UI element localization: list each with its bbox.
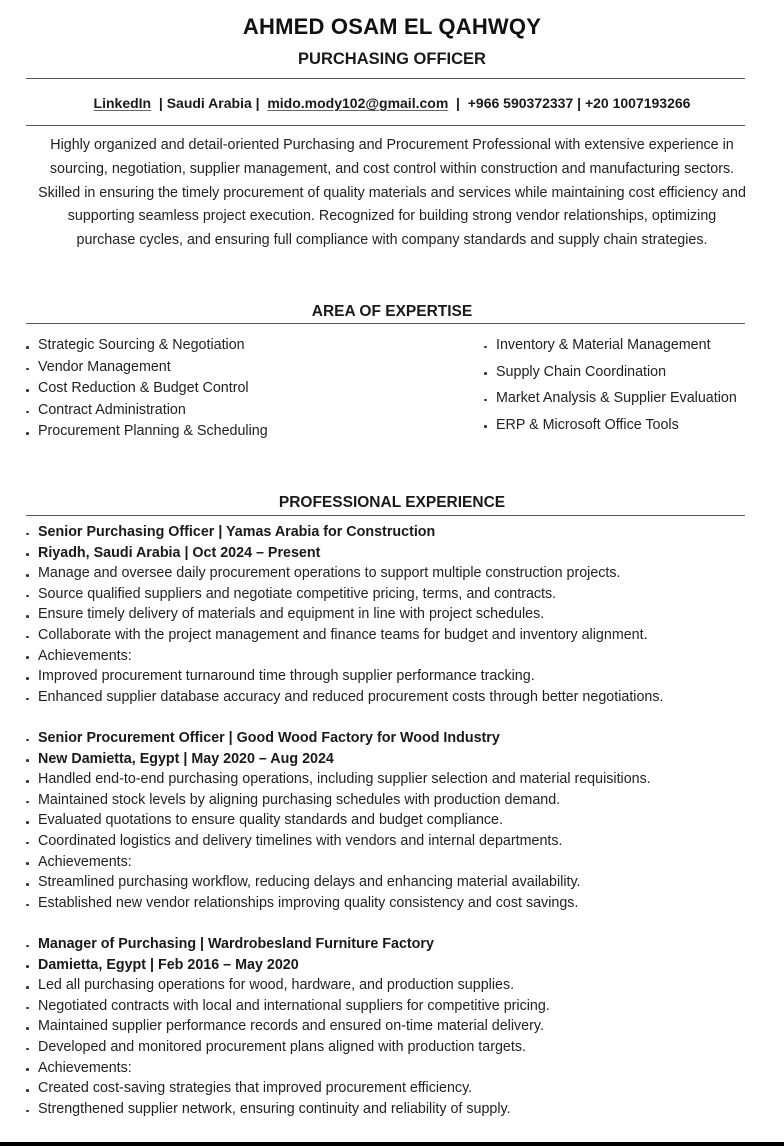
job-duty: Coordinated logistics and delivery timelines with vendors and internal departments. (26, 831, 651, 852)
job-duty: Maintained stock levels by aligning purchasing schedules with production demand. (26, 790, 651, 811)
summary-line: purchase cycles, and ensuring full compliance with company standards and supply chain strategies. (76, 232, 708, 249)
expertise-item: Strategic Sourcing & Negotiation (26, 335, 268, 357)
job-entry (26, 728, 651, 913)
job-duty: Evaluated quotations to ensure quality standards and budget compliance. (26, 810, 651, 831)
job-duty: Handled end-to-end purchasing operations, including supplier selection and material requisitions. (26, 769, 651, 790)
expertise-divider (26, 323, 745, 324)
job-achievement: Enhanced supplier database accuracy and reduced procurement costs through better negotiations. (26, 687, 664, 708)
job-location-dates: New Damietta, Egypt | May 2020 – Aug 2024 (26, 749, 651, 770)
expertise-item: Vendor Management (26, 357, 268, 379)
experience-divider (26, 515, 745, 516)
expertise-list-left (26, 335, 268, 443)
expertise-item: Market Analysis & Supplier Evaluation (484, 385, 737, 412)
professional-summary (8, 134, 776, 253)
job-role: Senior Procurement Officer | Good Wood Factory for Wood Industry (26, 728, 651, 749)
job-achievement: Improved procurement turnaround time through supplier performance tracking. (26, 666, 664, 687)
summary-line: supporting seamless project execution. Recognized for building strong vendor relationships, optimizing (67, 208, 717, 225)
job-achievement: Strengthened supplier network, ensuring continuity and reliability of supply. (26, 1099, 550, 1120)
job-role: Senior Purchasing Officer | Yamas Arabia for Construction (26, 522, 664, 543)
expertise-item: Inventory & Material Management (484, 332, 737, 359)
summary-line: Highly organized and detail-oriented Purchasing and Procurement Professional with extensive experience in (50, 137, 734, 153)
achievements-label: Achievements: (26, 1058, 550, 1079)
job-duty: Manage and oversee daily procurement operations to support multiple construction projects. (26, 563, 664, 584)
job-duty: Maintained supplier performance records and ensured on-time material delivery. (26, 1016, 550, 1037)
job-achievement: Streamlined purchasing workflow, reducing delays and enhancing material availability. (26, 872, 651, 893)
experience-heading: PROFESSIONAL EXPERIENCE (278, 494, 506, 511)
header-divider (26, 78, 745, 79)
contact-line (0, 95, 784, 111)
achievements-label: Achievements: (26, 646, 664, 667)
job-duty: Negotiated contracts with local and international suppliers for competitive pricing. (26, 996, 550, 1017)
contact-location: | Saudi Arabia | (151, 95, 268, 111)
job-duty: Source qualified suppliers and negotiate competitive pricing, terms, and contracts. (26, 584, 664, 605)
expertise-list-right (484, 332, 737, 438)
expertise-item: Cost Reduction & Budget Control (26, 378, 268, 400)
linkedin-link[interactable]: LinkedIn (93, 95, 152, 111)
job-achievement: Established new vendor relationships improving quality consistency and cost savings. (26, 893, 651, 914)
page-bottom-border (0, 1142, 784, 1146)
expertise-heading: AREA OF EXPERTISE (311, 303, 473, 320)
job-entry (26, 934, 550, 1119)
job-duty: Developed and monitored procurement plans aligned with production targets. (26, 1037, 550, 1058)
job-role: Manager of Purchasing | Wardrobesland Furniture Factory (26, 934, 550, 955)
job-achievement: Created cost-saving strategies that improved procurement efficiency. (26, 1078, 550, 1099)
expertise-item: Procurement Planning & Scheduling (26, 421, 268, 443)
job-duty: Ensure timely delivery of materials and equipment in line with project schedules. (26, 604, 664, 625)
contact-divider (26, 125, 745, 126)
job-duty: Collaborate with the project management and finance teams for budget and inventory alignment. (26, 625, 664, 646)
job-location-dates: Riyadh, Saudi Arabia | Oct 2024 – Present (26, 543, 664, 564)
candidate-name: AHMED OSAM EL QAHWQY (242, 14, 542, 39)
job-title: PURCHASING OFFICER (298, 50, 486, 68)
expertise-item: Contract Administration (26, 400, 268, 422)
job-entry (26, 522, 664, 707)
contact-phones: +966 590372337 | +20 1007193266 (467, 95, 691, 111)
summary-line: sourcing, negotiation, supplier management, and cost control within construction and manufacturing sectors. (49, 160, 735, 177)
achievements-label: Achievements: (26, 852, 651, 873)
expertise-item: Supply Chain Coordination (484, 359, 737, 386)
job-duty: Led all purchasing operations for wood, hardware, and production supplies. (26, 975, 550, 996)
expertise-item: ERP & Microsoft Office Tools (484, 412, 737, 439)
email-link[interactable]: mido.mody102@gmail.com (267, 95, 449, 111)
contact-separator: | (448, 95, 468, 111)
job-location-dates: Damietta, Egypt | Feb 2016 – May 2020 (26, 955, 550, 976)
summary-line: Skilled in ensuring the timely procurement of quality materials and services while maintaining cost efficiency and (38, 184, 746, 201)
